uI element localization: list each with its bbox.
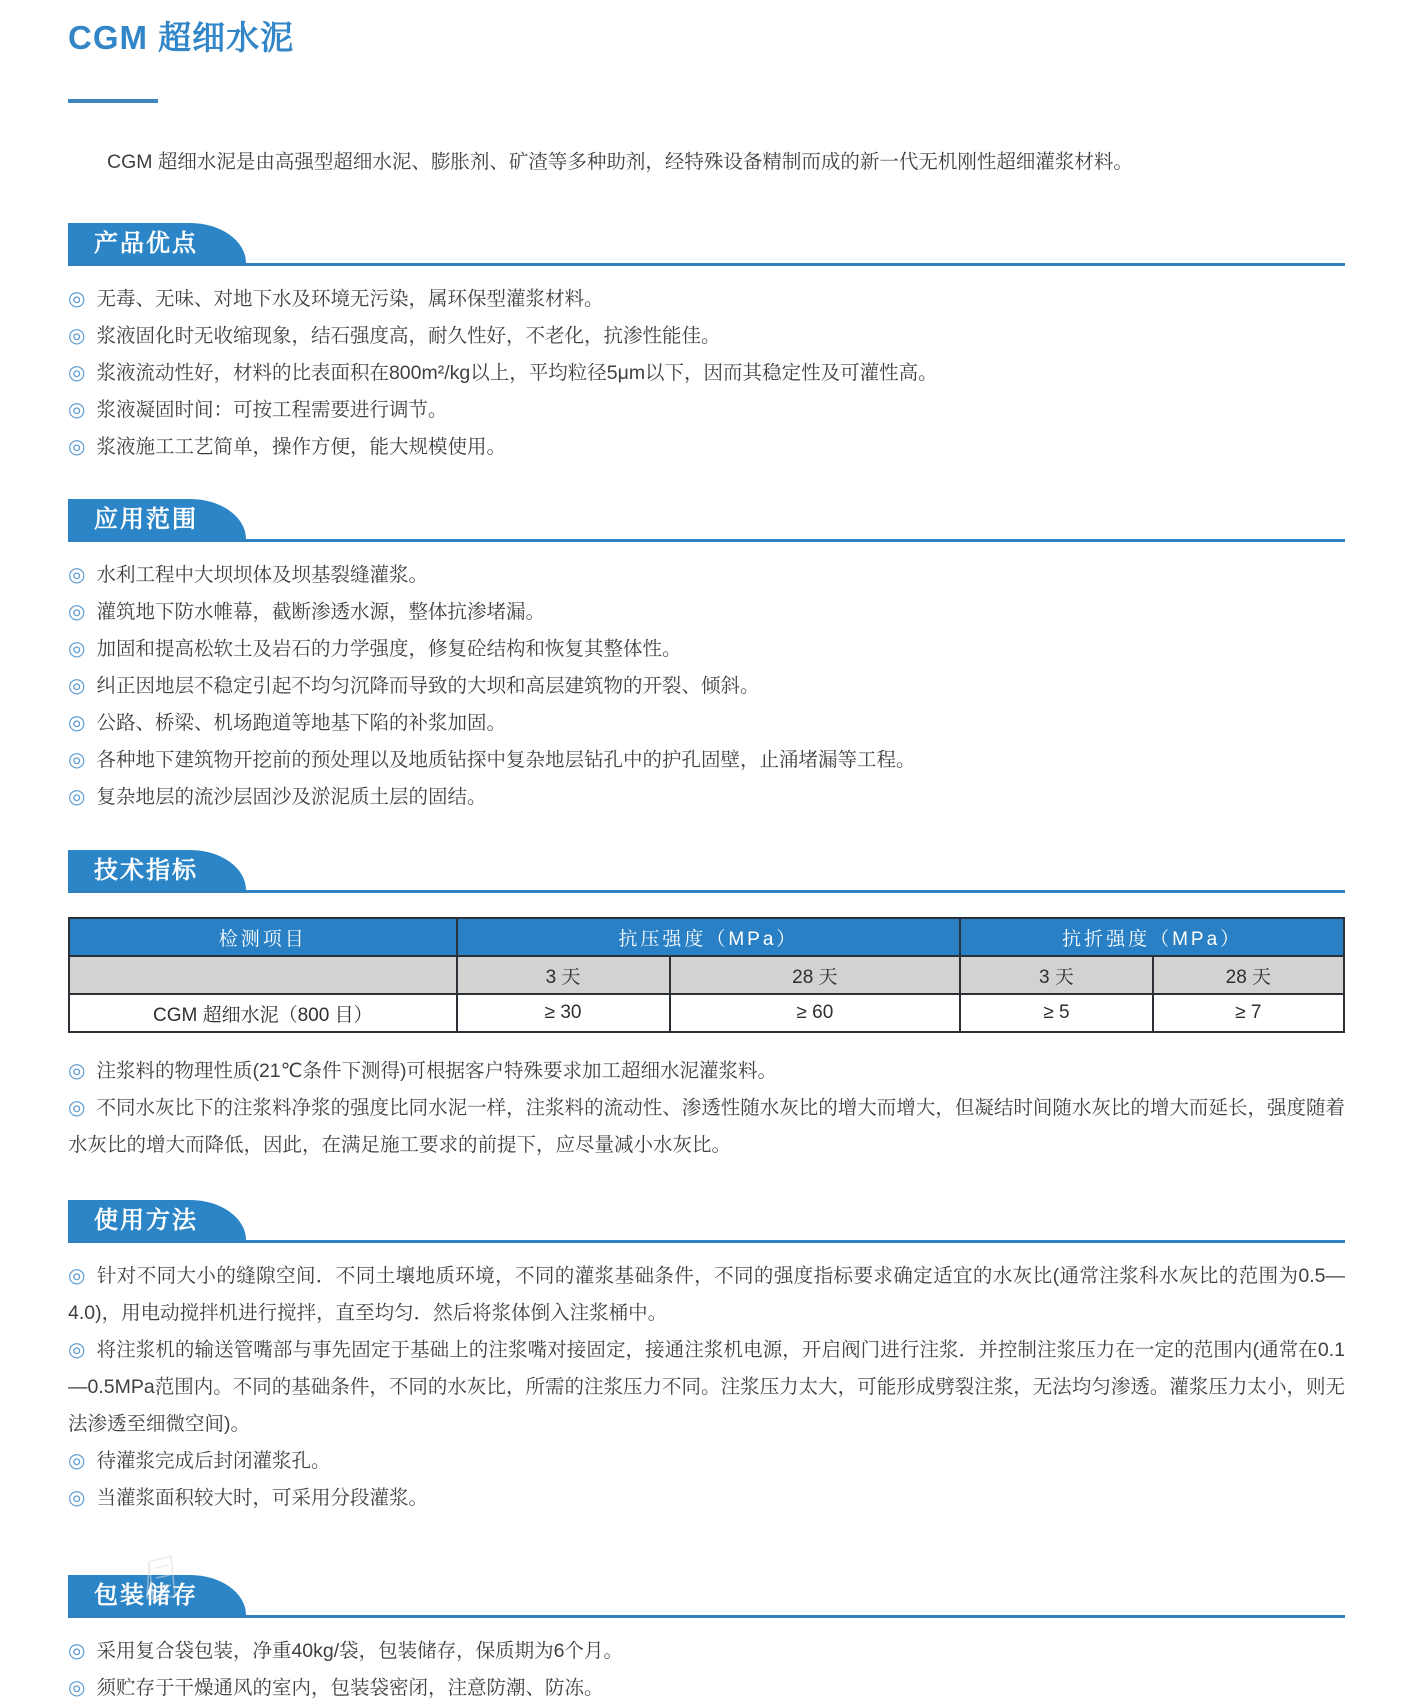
bullet-icon: ◎ <box>68 786 86 808</box>
section-header-applications <box>68 499 1345 542</box>
list-item-text: 加固和提高松软土及岩石的力学强度，修复砼结构和恢复其整体性。 <box>96 638 682 660</box>
specs-notes <box>68 1053 1345 1164</box>
table-cell-value: ≥ 7 <box>1153 994 1344 1032</box>
title-underline <box>68 99 158 103</box>
section-badge-advantages: 产品优点 <box>68 223 246 263</box>
usage-list <box>68 1258 1345 1517</box>
table-subheader-empty <box>69 956 457 994</box>
list-item <box>68 355 1345 392</box>
list-item-text: 须贮存于干燥通风的室内，包装袋密闭，注意防潮、防冻。 <box>96 1677 604 1699</box>
list-item <box>68 631 1345 668</box>
table-cell-product-name: CGM 超细水泥（800 目） <box>69 994 457 1032</box>
table-subheader-3d: 3 天 <box>457 956 670 994</box>
bullet-icon: ◎ <box>68 638 86 660</box>
bullet-icon: ◎ <box>68 325 86 347</box>
list-item <box>68 1443 1345 1480</box>
list-item <box>68 392 1345 429</box>
bullet-icon: ◎ <box>68 436 86 458</box>
list-item-text: 各种地下建筑物开挖前的预处理以及地质钻探中复杂地层钻孔中的护孔固壁，止涌堵漏等工程。 <box>96 749 916 771</box>
list-item-text: 浆液固化时无收缩现象，结石强度高，耐久性好，不老化，抗渗性能佳。 <box>96 325 721 347</box>
bullet-icon: ◎ <box>68 1677 86 1699</box>
bullet-icon: ◎ <box>68 288 86 310</box>
bullet-icon: ◎ <box>68 1640 86 1662</box>
table-subheader-28d: 28 天 <box>1153 956 1344 994</box>
list-item-text: 当灌浆面积较大时，可采用分段灌浆。 <box>96 1487 428 1509</box>
bullet-icon: ◎ <box>68 712 86 734</box>
section-header-specs <box>68 850 1345 893</box>
list-item-text: 公路、桥梁、机场跑道等地基下陷的补浆加固。 <box>96 712 506 734</box>
list-item <box>68 281 1345 318</box>
table-subheader-3d: 3 天 <box>960 956 1153 994</box>
section-badge-applications: 应用范围 <box>68 499 246 539</box>
bullet-icon: ◎ <box>68 601 86 623</box>
bullet-icon: ◎ <box>68 564 86 586</box>
table-cell-value: ≥ 5 <box>960 994 1153 1032</box>
page-title: CGM 超细水泥 <box>68 19 295 56</box>
table-header-flexural: 抗折强度（MPa） <box>960 918 1344 956</box>
list-item-text: 水利工程中大坝坝体及坝基裂缝灌浆。 <box>96 564 428 586</box>
bullet-icon: ◎ <box>68 1060 86 1082</box>
list-item <box>68 594 1345 631</box>
bullet-icon: ◎ <box>68 1097 86 1119</box>
document-body <box>68 0 1345 1707</box>
section-header-usage <box>68 1200 1345 1243</box>
product-bag-watermark <box>135 1552 187 1600</box>
list-item-text: 灌筑地下防水帷幕，截断渗透水源，整体抗渗堵漏。 <box>96 601 545 623</box>
list-item-text: 将注浆机的输送管嘴部与事先固定于基础上的注浆嘴对接固定，接通注浆机电源，开启阀门进行注浆．并控制注浆压力在一定的范围内(通常在0.1—0.5MPa范围内。不同的基础条件，不同的水灰比，所需的注浆压力不同。注浆压力太大，可能形成劈裂注浆，无法均匀渗透。灌浆压力太小，则无法渗透至细微空间)。 <box>68 1339 1345 1435</box>
table-row <box>69 994 1344 1032</box>
note-item <box>68 1053 1345 1090</box>
applications-list <box>68 557 1345 816</box>
list-item <box>68 557 1345 594</box>
section-badge-storage: 包装储存 <box>68 1575 246 1615</box>
table-cell-value: ≥ 60 <box>670 994 961 1032</box>
list-item <box>68 318 1345 355</box>
list-item-text: 浆液施工工艺简单，操作方便，能大规模使用。 <box>96 436 506 458</box>
note-text: 不同水灰比下的注浆料净浆的强度比同水泥一样，注浆料的流动性、渗透性随水灰比的增大而增大，但凝结时间随水灰比的增大而延长，强度随着水灰比的增大而降低，因此，在满足施工要求的前提下，应尽量减小水灰比。 <box>68 1097 1345 1156</box>
list-item <box>68 705 1345 742</box>
section-header-advantages <box>68 223 1345 266</box>
bullet-icon: ◎ <box>68 749 86 771</box>
list-item-text: 采用复合袋包装，净重40kg/袋，包装储存，保质期为6个月。 <box>96 1640 624 1662</box>
list-item <box>68 1258 1345 1332</box>
section-badge-usage: 使用方法 <box>68 1200 246 1240</box>
note-item <box>68 1090 1345 1164</box>
list-item <box>68 779 1345 816</box>
list-item <box>68 429 1345 466</box>
note-text: 注浆料的物理性质(21℃条件下测得)可根据客户特殊要求加工超细水泥灌浆料。 <box>96 1060 778 1082</box>
table-header-compressive: 抗压强度（MPa） <box>457 918 961 956</box>
list-item <box>68 668 1345 705</box>
list-item <box>68 1670 1345 1707</box>
list-item-text: 待灌浆完成后封闭灌浆孔。 <box>96 1450 331 1472</box>
list-item <box>68 1480 1345 1517</box>
list-item-text: 无毒、无味、对地下水及环境无污染，属环保型灌浆材料。 <box>96 288 604 310</box>
section-badge-specs: 技术指标 <box>68 850 246 890</box>
table-subheader-28d: 28 天 <box>670 956 961 994</box>
bullet-icon: ◎ <box>68 1450 86 1472</box>
technical-specs-table <box>68 917 1345 1033</box>
storage-list <box>68 1633 1345 1707</box>
intro-paragraph: CGM 超细水泥是由高强型超细水泥、膨胀剂、矿渣等多种助剂，经特殊设备精制而成的新一代无机刚性超细灌浆材料。 <box>107 151 1133 173</box>
table-subheader-row <box>69 956 1344 994</box>
list-item-text: 复杂地层的流沙层固沙及淤泥质土层的固结。 <box>96 786 487 808</box>
table-cell-value: ≥ 30 <box>457 994 670 1032</box>
bullet-icon: ◎ <box>68 1265 86 1287</box>
bullet-icon: ◎ <box>68 675 86 697</box>
bullet-icon: ◎ <box>68 1339 86 1361</box>
list-item-text: 纠正因地层不稳定引起不均匀沉降而导致的大坝和高层建筑物的开裂、倾斜。 <box>96 675 760 697</box>
table-group-header-row <box>69 918 1344 956</box>
list-item-text: 针对不同大小的缝隙空间．不同土壤地质环境，不同的灌浆基础条件，不同的强度指标要求确定适宜的水灰比(通常注浆科水灰比的范围为0.5—4.0)，用电动搅拌机进行搅拌，直至均匀．然后将浆体倒入注浆桶中。 <box>68 1265 1346 1324</box>
list-item-text: 浆液流动性好，材料的比表面积在800m²/kg以上，平均粒径5μm以下，因而其稳定性及可灌性高。 <box>96 362 938 384</box>
advantages-list <box>68 281 1345 466</box>
table-header-item: 检测项目 <box>69 918 457 956</box>
list-item <box>68 1633 1345 1670</box>
list-item-text: 浆液凝固时间：可按工程需要进行调节。 <box>96 399 448 421</box>
section-header-storage <box>68 1575 1345 1618</box>
list-item <box>68 742 1345 779</box>
bullet-icon: ◎ <box>68 1487 86 1509</box>
bullet-icon: ◎ <box>68 362 86 384</box>
bullet-icon: ◎ <box>68 399 86 421</box>
list-item <box>68 1332 1345 1443</box>
